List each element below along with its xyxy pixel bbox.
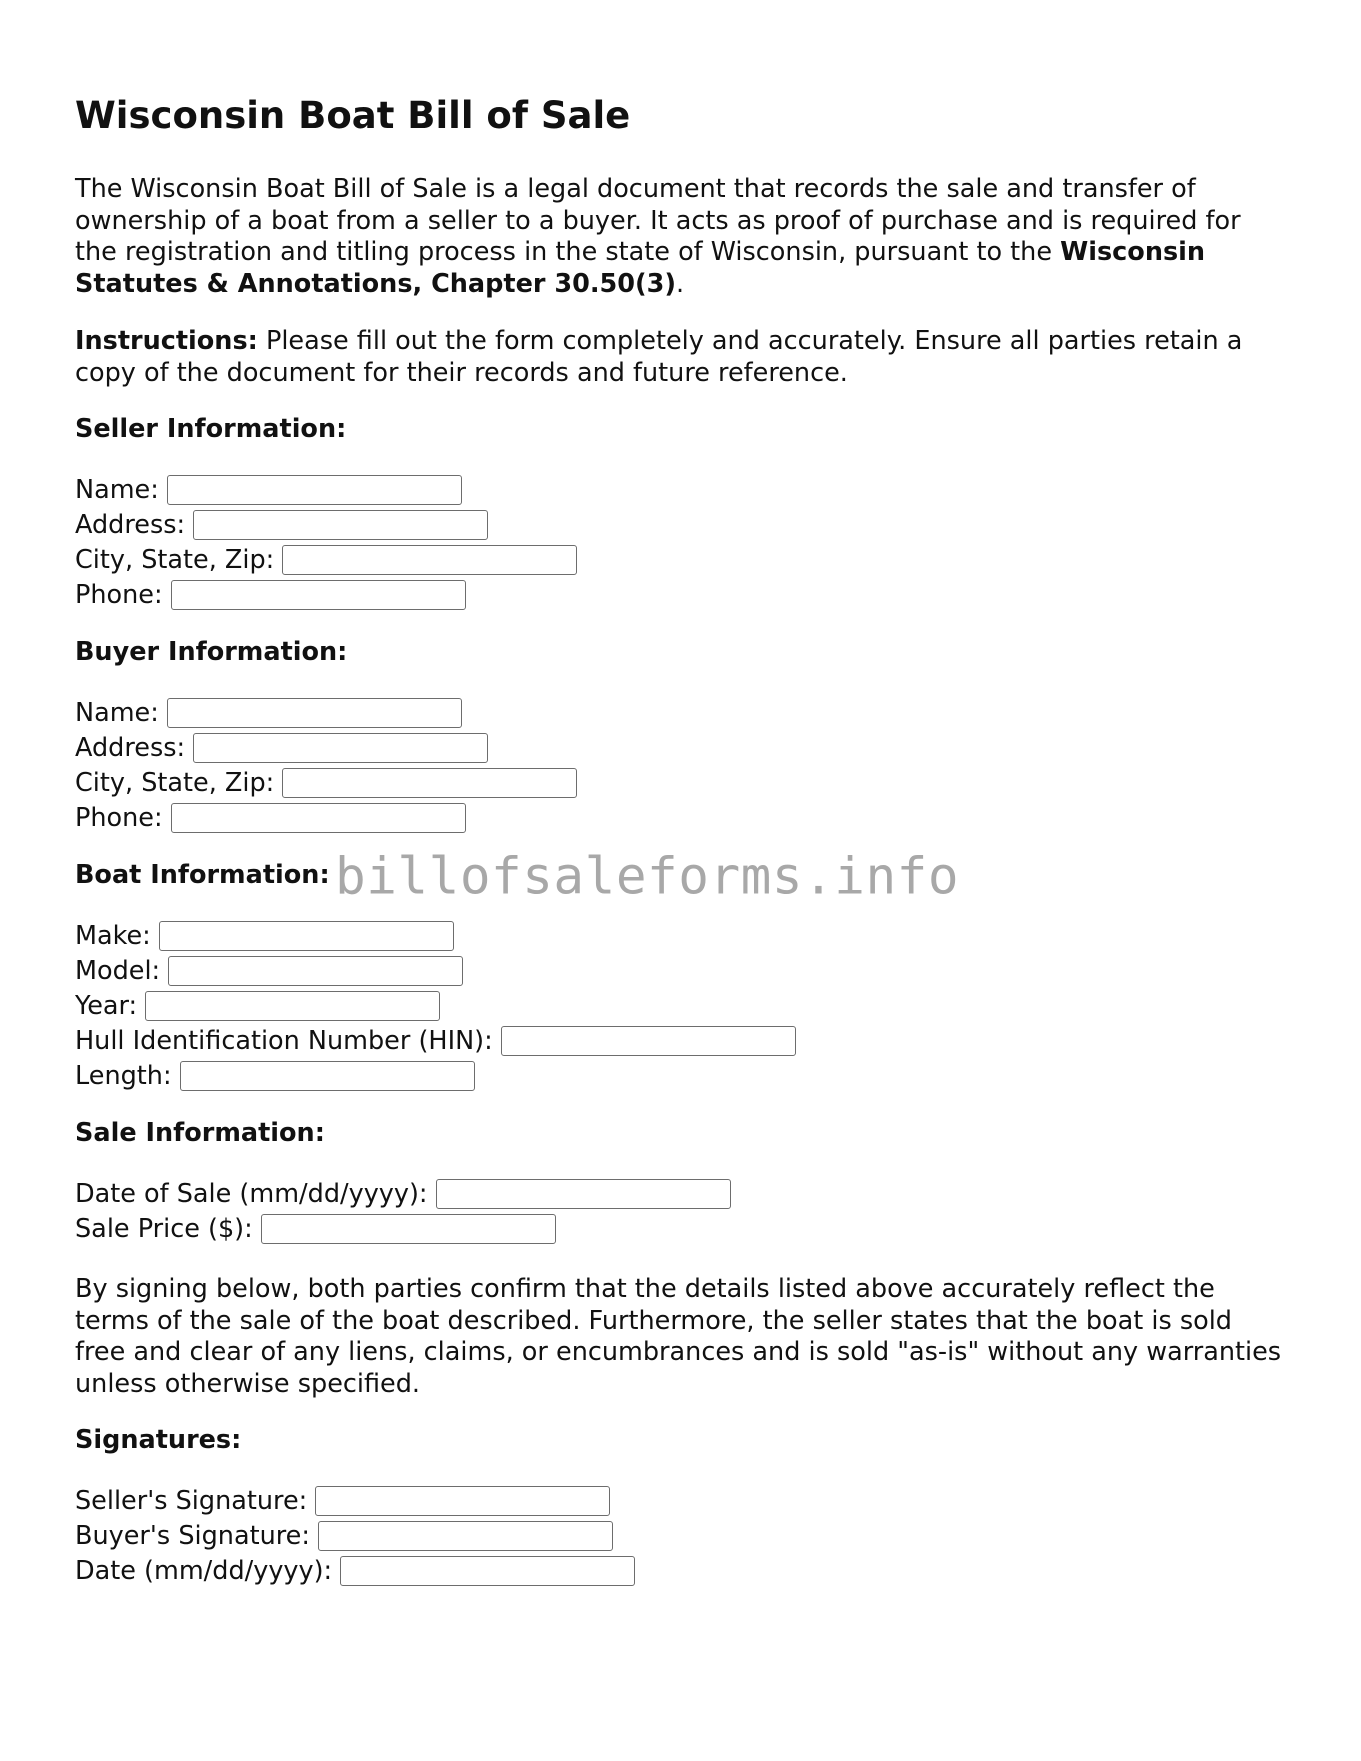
sale-heading: Sale Information:	[75, 1118, 325, 1148]
boat-heading-label: Boat Information:	[75, 860, 330, 890]
signature-fields	[75, 1483, 1290, 1588]
sale-price-row	[75, 1211, 1290, 1246]
seller-city-input[interactable]	[282, 545, 577, 575]
seller-phone-row	[75, 577, 1290, 612]
boat-hin-input[interactable]	[501, 1026, 796, 1056]
boat-length-input[interactable]	[180, 1061, 475, 1091]
boat-length-row	[75, 1058, 1290, 1093]
buyer-address-row	[75, 730, 1290, 765]
watermark: billofsaleforms.info	[335, 847, 960, 907]
boat-model-label: Model:	[75, 955, 161, 986]
buyer-address-input[interactable]	[193, 733, 488, 763]
buyer-city-row	[75, 765, 1290, 800]
seller-name-input[interactable]	[167, 475, 462, 505]
buyer-signature-row	[75, 1518, 1290, 1553]
buyer-name-input[interactable]	[167, 698, 462, 728]
seller-phone-input[interactable]	[171, 580, 466, 610]
boat-hin-row	[75, 1023, 1290, 1058]
instructions-label: Instructions:	[75, 326, 258, 356]
sale-date-label: Date of Sale (mm/dd/yyyy):	[75, 1178, 428, 1209]
seller-name-label: Name:	[75, 474, 159, 505]
seller-address-label: Address:	[75, 509, 186, 540]
boat-year-label: Year:	[75, 990, 138, 1021]
buyer-name-row	[75, 695, 1290, 730]
seller-name-row	[75, 472, 1290, 507]
seller-heading: Seller Information:	[75, 414, 347, 444]
seller-signature-row	[75, 1483, 1290, 1518]
signature-date-input[interactable]	[340, 1556, 635, 1586]
boat-make-input[interactable]	[159, 921, 454, 951]
buyer-city-input[interactable]	[282, 768, 577, 798]
boat-hin-label: Hull Identification Number (HIN):	[75, 1025, 493, 1056]
boat-fields	[75, 918, 1290, 1093]
page-title: Wisconsin Boat Bill of Sale	[75, 94, 631, 137]
buyer-phone-label: Phone:	[75, 802, 163, 833]
intro-paragraph	[75, 174, 1290, 300]
seller-signature-label: Seller's Signature:	[75, 1485, 308, 1516]
seller-address-row	[75, 507, 1290, 542]
document-page	[75, 92, 1290, 1588]
sale-date-input[interactable]	[436, 1179, 731, 1209]
buyer-phone-input[interactable]	[171, 803, 466, 833]
boat-model-input[interactable]	[168, 956, 463, 986]
sale-date-row	[75, 1176, 1290, 1211]
intro-end: .	[676, 268, 685, 299]
boat-make-label: Make:	[75, 920, 151, 951]
boat-make-row	[75, 918, 1290, 953]
buyer-name-label: Name:	[75, 697, 159, 728]
sale-price-label: Sale Price ($):	[75, 1213, 253, 1244]
boat-year-row	[75, 988, 1290, 1023]
signature-date-label: Date (mm/dd/yyyy):	[75, 1555, 333, 1586]
buyer-signature-input[interactable]	[318, 1521, 613, 1551]
buyer-address-label: Address:	[75, 732, 186, 763]
statute-reference: Wisconsin Statutes & Annotations, Chapter 30.50(3)	[75, 237, 1206, 299]
boat-heading	[75, 847, 1290, 907]
buyer-signature-label: Buyer's Signature:	[75, 1520, 310, 1551]
seller-phone-label: Phone:	[75, 579, 163, 610]
seller-city-label: City, State, Zip:	[75, 544, 275, 575]
seller-city-row	[75, 542, 1290, 577]
buyer-heading: Buyer Information:	[75, 637, 348, 667]
buyer-phone-row	[75, 800, 1290, 835]
signature-date-row	[75, 1553, 1290, 1588]
intro-text: The Wisconsin Boat Bill of Sale is a legal document that records the sale and transfer of ownership of a boat from a seller to a buyer. It acts as proof of purchase and is required for the registration and titling process in the state of Wisconsin, pursuant to the	[75, 174, 1241, 267]
seller-signature-input[interactable]	[315, 1486, 610, 1516]
sale-price-input[interactable]	[261, 1214, 556, 1244]
instructions-text: Please fill out the form completely and accurately. Ensure all parties retain a copy of the document for their records and future reference.	[75, 326, 1243, 388]
signatures-heading: Signatures:	[75, 1425, 242, 1455]
seller-fields	[75, 472, 1290, 612]
boat-length-label: Length:	[75, 1060, 172, 1091]
seller-address-input[interactable]	[193, 510, 488, 540]
boat-year-input[interactable]	[145, 991, 440, 1021]
buyer-fields	[75, 695, 1290, 835]
sale-fields	[75, 1176, 1290, 1246]
boat-model-row	[75, 953, 1290, 988]
buyer-city-label: City, State, Zip:	[75, 767, 275, 798]
closing-paragraph: By signing below, both parties confirm that the details listed above accurately reflect the terms of the sale of the boat described. Furthermore, the seller states that the boat is sold free and clear of any liens, claims, or encumbrances and is sold "as-is" without any warranties unless otherwise specified.	[75, 1274, 1282, 1399]
instructions-paragraph	[75, 326, 1290, 389]
